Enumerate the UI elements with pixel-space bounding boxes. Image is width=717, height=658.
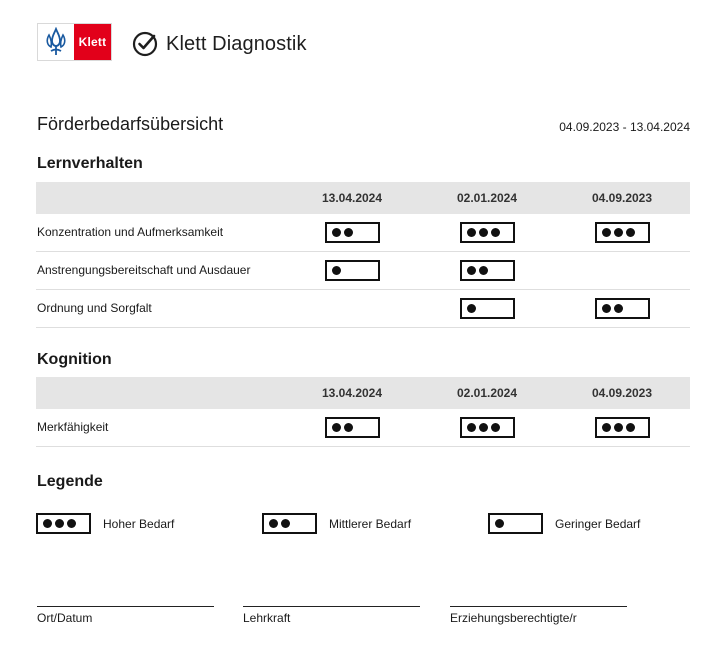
dot-icon: [67, 519, 76, 528]
dot-icon: [614, 228, 623, 237]
need-level-indicator: [262, 513, 317, 534]
dot-icon: [281, 519, 290, 528]
row-label: Anstrengungsbereitschaft und Ausdauer: [37, 263, 251, 277]
table-header: [36, 377, 690, 409]
column-header: 02.01.2024: [456, 386, 518, 400]
dot-icon: [495, 519, 504, 528]
dot-icon: [43, 519, 52, 528]
legend-item-high: [36, 513, 174, 534]
checkmark-circle-icon: [132, 31, 158, 57]
need-level-indicator: [460, 417, 515, 438]
signature-line-guardian: [450, 606, 627, 607]
level-cell: [567, 214, 677, 251]
column-header: 04.09.2023: [591, 386, 653, 400]
section-title-kognition: Kognition: [37, 351, 112, 368]
dot-icon: [614, 423, 623, 432]
need-level-indicator: [460, 222, 515, 243]
level-cell: [297, 252, 407, 289]
level-cell: [432, 214, 542, 251]
level-indicator: [488, 513, 555, 534]
level-indicator: [262, 513, 329, 534]
dot-icon: [344, 423, 353, 432]
level-cell: [297, 290, 407, 327]
need-level-indicator: [488, 513, 543, 534]
dot-icon: [614, 304, 623, 313]
row-label: Konzentration und Aufmerksamkeit: [37, 225, 224, 239]
legend-label: Geringer Bedarf: [555, 516, 641, 531]
dot-icon: [467, 266, 476, 275]
level-cell: [432, 252, 542, 289]
dot-icon: [332, 228, 341, 237]
column-header: 02.01.2024: [456, 191, 518, 205]
signature-line-teacher: [243, 606, 420, 607]
klett-emblem-icon: [38, 24, 74, 60]
dot-icon: [344, 228, 353, 237]
need-level-indicator: [460, 298, 515, 319]
level-cell: [567, 409, 677, 446]
dot-icon: [269, 519, 278, 528]
level-cell: [432, 290, 542, 327]
column-header: 13.04.2024: [321, 191, 383, 205]
table-row: [36, 290, 690, 328]
section-title-lernverhalten: Lernverhalten: [37, 155, 143, 172]
column-header: 04.09.2023: [591, 191, 653, 205]
klett-logo-text: Klett: [74, 24, 111, 60]
legend-label: Mittlerer Bedarf: [329, 516, 412, 531]
level-cell: [432, 409, 542, 446]
signature-line-place-date: [37, 606, 214, 607]
brand-name: Klett Diagnostik: [166, 32, 307, 55]
dot-icon: [602, 304, 611, 313]
level-cell: [297, 409, 407, 446]
signature-label-place-date: Ort/Datum: [37, 611, 93, 625]
table-header: [36, 182, 690, 214]
dot-icon: [467, 228, 476, 237]
kognition-table: [36, 377, 690, 447]
table-row: [36, 409, 690, 447]
level-cell: [297, 214, 407, 251]
need-level-indicator: [36, 513, 91, 534]
dot-icon: [467, 423, 476, 432]
dot-icon: [479, 423, 488, 432]
dot-icon: [332, 266, 341, 275]
level-cell: [567, 252, 677, 289]
section-title-legende: Legende: [37, 473, 103, 490]
legend-item-low: [488, 513, 640, 534]
dot-icon: [479, 266, 488, 275]
need-level-indicator: [325, 260, 380, 281]
table-row: [36, 252, 690, 290]
dot-icon: [491, 228, 500, 237]
date-range: 04.09.2023 - 13.04.2024: [559, 120, 690, 134]
dot-icon: [491, 423, 500, 432]
dot-icon: [602, 423, 611, 432]
need-level-indicator: [325, 222, 380, 243]
legend-item-medium: [262, 513, 411, 534]
table-row: [36, 214, 690, 252]
dot-icon: [332, 423, 341, 432]
level-cell: [567, 290, 677, 327]
signature-label-teacher: Lehrkraft: [243, 611, 291, 625]
column-header: 13.04.2024: [321, 386, 383, 400]
dot-icon: [467, 304, 476, 313]
need-level-indicator: [460, 260, 515, 281]
klett-diagnostik-logo: [132, 31, 307, 57]
dot-icon: [479, 228, 488, 237]
row-label: Ordnung und Sorgfalt: [37, 301, 152, 315]
signature-label-guardian: Erziehungsberechtigte/r: [450, 611, 577, 625]
need-level-indicator: [595, 222, 650, 243]
klett-logo: [37, 23, 112, 61]
page-title: Förderbedarfsübersicht: [37, 114, 224, 134]
level-indicator: [36, 513, 103, 534]
need-level-indicator: [325, 417, 380, 438]
dot-icon: [55, 519, 64, 528]
dot-icon: [626, 228, 635, 237]
need-level-indicator: [595, 417, 650, 438]
dot-icon: [602, 228, 611, 237]
legend-label: Hoher Bedarf: [103, 516, 175, 531]
lernverhalten-table: [36, 182, 690, 328]
need-level-indicator: [595, 298, 650, 319]
dot-icon: [626, 423, 635, 432]
row-label: Merkfähigkeit: [37, 420, 109, 434]
